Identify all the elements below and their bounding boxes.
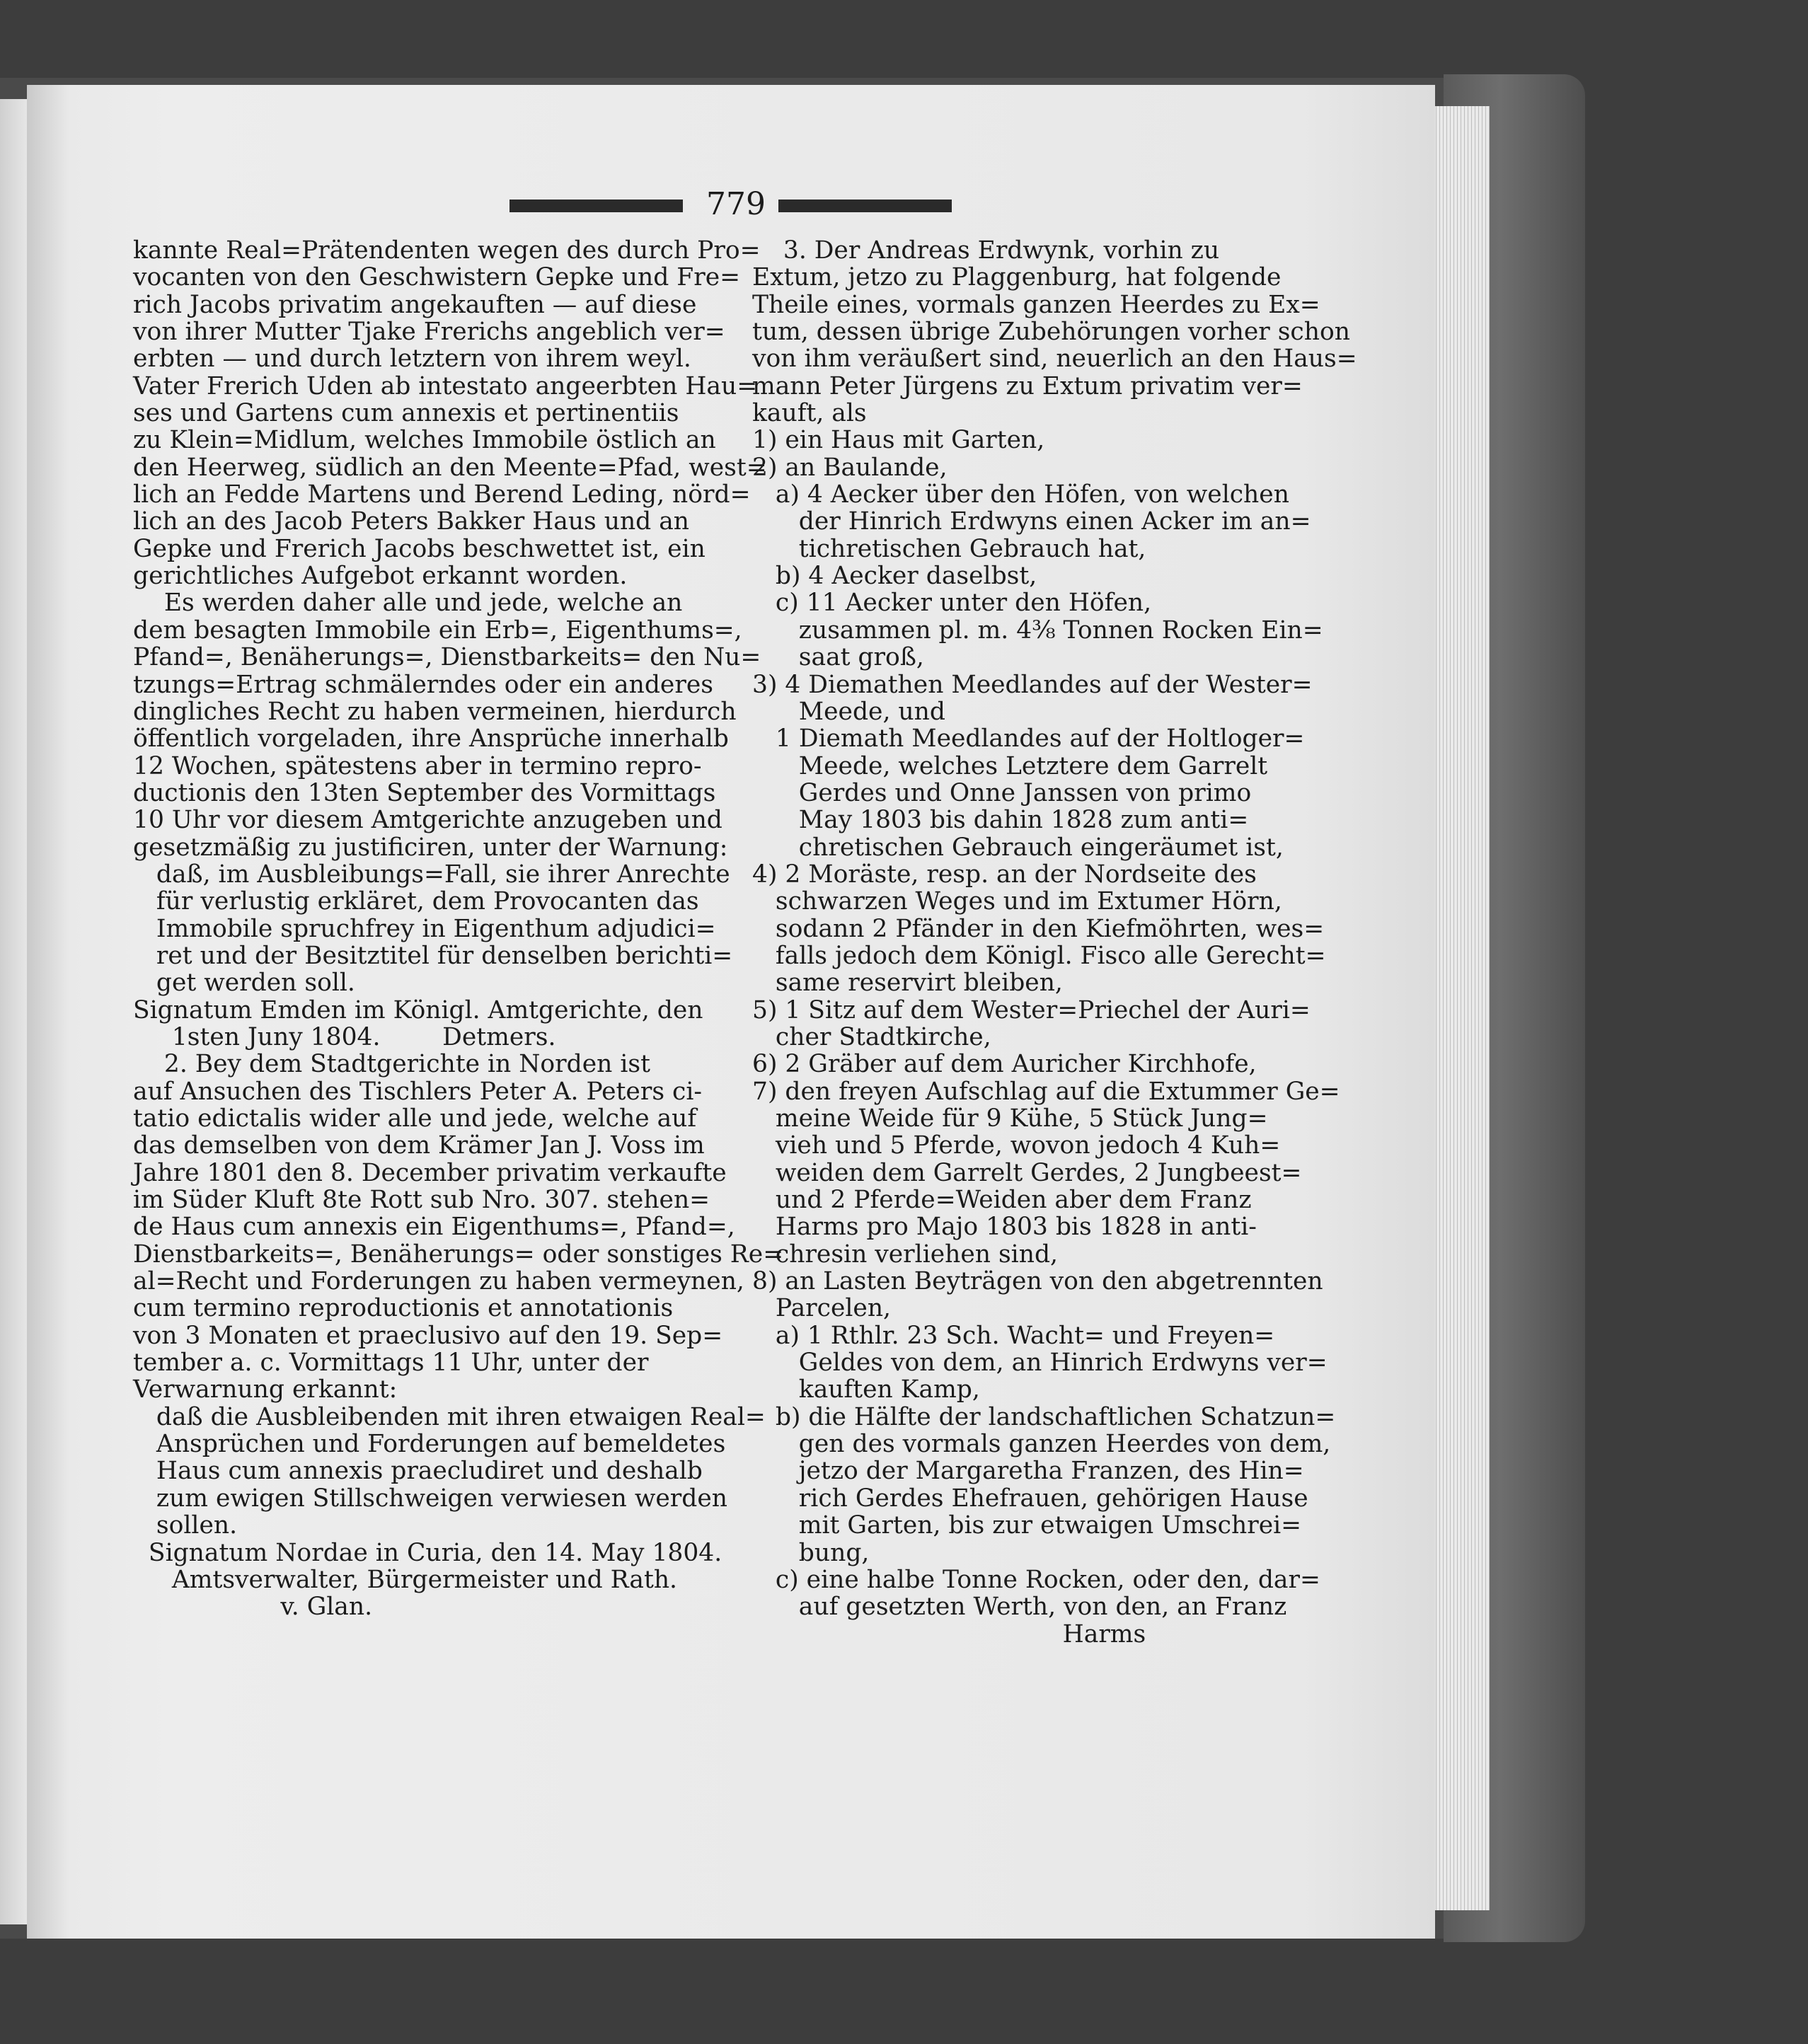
text-line: tum, dessen übrige Zubehörungen vorher schon (752, 318, 1350, 347)
text-line: kauft, als (752, 399, 867, 428)
text-line: rich Jacobs privatim angekauften — auf diese (133, 290, 697, 319)
text-line: Harms pro Majo 1803 bis 1828 in anti- (752, 1213, 1257, 1242)
text-line: jetzo der Margaretha Franzen, des Hin= (752, 1457, 1304, 1486)
text-line: 4) 2 Moräste, resp. an der Nordseite des (752, 860, 1257, 889)
text-line: c) eine halbe Tonne Rocken, oder den, dar= (752, 1565, 1320, 1594)
text-line: auf gesetzten Werth, von den, an Franz (752, 1593, 1287, 1622)
text-line: daß, im Ausbleibungs=Fall, sie ihrer Anrechte (133, 860, 730, 889)
text-line: same reservirt bleiben, (752, 969, 1063, 998)
text-line: Vater Frerich Uden ab intestato angeerbten Hau= (133, 371, 758, 400)
text-line: de Haus cum annexis ein Eigenthums=, Pfand=, (133, 1213, 735, 1242)
text-line: Meede, und (752, 697, 945, 726)
text-line: saat groß, (752, 643, 924, 672)
text-line: b) 4 Aecker daselbst, (752, 562, 1037, 591)
text-line: Es werden daher alle und jede, welche an (133, 589, 683, 618)
text-line: bung, (752, 1538, 870, 1567)
text-line: Ansprüchen und Forderungen auf bemeldetes (133, 1430, 726, 1459)
text-line: dingliches Recht zu haben vermeinen, hierdurch (133, 697, 737, 726)
text-line: tzungs=Ertrag schmälerndes oder ein anderes (133, 670, 713, 699)
text-line: ductionis den 13ten September des Vormittags (133, 778, 716, 807)
text-line: Amtsverwalter, Bürgermeister und Rath. (133, 1565, 678, 1594)
text-line: tichretischen Gebrauch hat, (752, 534, 1146, 563)
text-line: mit Garten, bis zur etwaigen Umschrei= (752, 1511, 1302, 1540)
text-line: Jahre 1801 den 8. December privatim verkaufte (133, 1158, 727, 1187)
text-line: Gerdes und Onne Janssen von primo (752, 778, 1252, 807)
text-line: al=Recht und Forderungen zu haben vermeynen, (133, 1267, 744, 1296)
text-line: von ihm veräußert sind, neuerlich an den Haus= (752, 345, 1357, 374)
text-line: b) die Hälfte der landschaftlichen Schatzun= (752, 1402, 1336, 1431)
text-line: zum ewigen Stillschweigen verwiesen werden (133, 1484, 728, 1513)
left-text-column (133, 236, 784, 1622)
text-line: daß die Ausbleibenden mit ihren etwaigen Real= (133, 1402, 766, 1431)
text-line: kauften Kamp, (752, 1375, 980, 1404)
text-line: 6) 2 Gräber auf dem Auricher Kirchhofe, (752, 1050, 1257, 1079)
text-line: erbten — und durch letztern von ihrem weyl. (133, 345, 691, 374)
text-line: a) 1 Rthlr. 23 Sch. Wacht= und Freyen= (752, 1321, 1275, 1350)
header-rule-left (509, 200, 683, 212)
text-line: vieh und 5 Pferde, wovon jedoch 4 Kuh= (752, 1131, 1281, 1160)
text-line: chresin verliehen sind, (752, 1240, 1058, 1269)
text-line: im Süder Kluft 8te Rott sub Nro. 307. stehen= (133, 1186, 710, 1215)
text-line: c) 11 Aecker unter den Höfen, (752, 589, 1152, 618)
text-line: a) 4 Aecker über den Höfen, von welchen (752, 480, 1289, 509)
text-line: 1sten Juny 1804. Detmers. (133, 1022, 556, 1051)
text-line: Gepke und Frerich Jacobs beschwettet ist, ein (133, 534, 706, 563)
text-line: für verlustig erkläret, dem Provocanten das (133, 887, 699, 916)
text-line: gesetzmäßig zu justificiren, unter der Warnung: (133, 833, 728, 862)
text-line: 1 Diemath Meedlandes auf der Holtloger= (752, 724, 1305, 753)
text-line: 2) an Baulande, (752, 453, 948, 482)
text-line: sollen. (133, 1511, 238, 1540)
text-line: lich an des Jacob Peters Bakker Haus und an (133, 507, 690, 536)
text-line: zu Klein=Midlum, welches Immobile östlich an (133, 426, 716, 455)
text-line: und 2 Pferde=Weiden aber dem Franz (752, 1186, 1252, 1215)
text-line: gerichtliches Aufgebot erkannt worden. (133, 562, 628, 591)
text-line: get werden soll. (133, 969, 355, 998)
text-line: schwarzen Weges und im Extumer Hörn, (752, 887, 1282, 916)
text-line: cum termino reproductionis et annotationis (133, 1294, 674, 1323)
text-line: 7) den freyen Aufschlag auf die Extummer Ge= (752, 1077, 1340, 1106)
text-line: 2. Bey dem Stadtgerichte in Norden ist (133, 1050, 650, 1079)
text-line: v. Glan. (133, 1593, 373, 1622)
text-line: Signatum Nordae in Curia, den 14. May 1804. (133, 1538, 722, 1567)
text-line: Theile eines, vormals ganzen Heerdes zu Ex= (752, 290, 1320, 319)
text-line: zusammen pl. m. 4⅜ Tonnen Rocken Ein= (752, 616, 1323, 645)
text-line: Dienstbarkeits=, Benäherungs= oder sonstiges Re= (133, 1240, 784, 1269)
text-line: ret und der Besitztitel für denselben berichti= (133, 941, 733, 970)
text-line: 12 Wochen, spätestens aber in termino repro- (133, 751, 702, 780)
text-line: Verwarnung erkannt: (133, 1375, 398, 1404)
text-line: sodann 2 Pfänder in den Kiefmöhrten, wes= (752, 914, 1325, 943)
text-line: gen des vormals ganzen Heerdes von dem, (752, 1430, 1331, 1459)
text-line: Geldes von dem, an Hinrich Erdwyns ver= (752, 1349, 1328, 1378)
text-line: 10 Uhr vor diesem Amtgerichte anzugeben und (133, 806, 722, 835)
text-line: ses und Gartens cum annexis et pertinentiis (133, 399, 679, 428)
text-line: vocanten von den Geschwistern Gepke und Fre= (133, 263, 741, 292)
text-line: weiden dem Garrelt Gerdes, 2 Jungbeest= (752, 1158, 1302, 1187)
text-line: von ihrer Mutter Tjake Frerichs angeblich ver= (133, 318, 725, 347)
text-line: mann Peter Jürgens zu Extum privatim ver= (752, 371, 1303, 400)
right-text-column (752, 237, 1389, 1648)
text-line: 3. Der Andreas Erdwynk, vorhin zu (752, 236, 1220, 265)
text-line: Immobile spruchfrey in Eigenthum adjudici= (133, 914, 716, 943)
text-line: auf Ansuchen des Tischlers Peter A. Peters ci- (133, 1077, 703, 1106)
text-line: Parcelen, (752, 1294, 891, 1323)
text-line: Haus cum annexis praecludiret und deshalb (133, 1457, 703, 1486)
text-line: öffentlich vorgeladen, ihre Ansprüche innerhalb (133, 724, 729, 753)
text-line: lich an Fedde Martens und Berend Leding, nörd= (133, 480, 751, 509)
text-line: Signatum Emden im Königl. Amtgerichte, den (133, 995, 703, 1024)
text-line: Harms (752, 1619, 1146, 1649)
text-line: kannte Real=Prätendenten wegen des durch Pro= (133, 236, 761, 265)
text-line: chretischen Gebrauch eingeräumet ist, (752, 833, 1284, 862)
text-line: der Hinrich Erdwyns einen Acker im an= (752, 507, 1311, 536)
text-line: rich Gerdes Ehefrauen, gehörigen Hause (752, 1484, 1308, 1513)
text-line: 3) 4 Diemathen Meedlandes auf der Wester= (752, 670, 1313, 699)
text-line: tember a. c. Vormittags 11 Uhr, unter der (133, 1349, 649, 1378)
page-number: 779 (706, 186, 766, 222)
page-header (509, 185, 955, 228)
text-line: 5) 1 Sitz auf dem Wester=Priechel der Auri= (752, 995, 1311, 1024)
text-line: May 1803 bis dahin 1828 zum anti= (752, 806, 1249, 835)
text-line: von 3 Monaten et praeclusivo auf den 19. Sep= (133, 1321, 723, 1350)
left-page-edge (0, 99, 27, 1924)
text-line: meine Weide für 9 Kühe, 5 Stück Jung= (752, 1104, 1268, 1133)
text-line: tatio edictalis wider alle und jede, welche auf (133, 1104, 697, 1133)
text-line: Pfand=, Benäherungs=, Dienstbarkeits= den Nu= (133, 643, 761, 672)
text-line: 1) ein Haus mit Garten, (752, 426, 1045, 455)
text-line: das demselben von dem Krämer Jan J. Voss im (133, 1131, 705, 1160)
text-line: den Heerweg, südlich an den Meente=Pfad, west= (133, 453, 767, 482)
header-rule-right (778, 200, 952, 212)
text-line: Meede, welches Letztere dem Garrelt (752, 751, 1268, 780)
text-line: falls jedoch dem Königl. Fisco alle Gerecht= (752, 941, 1326, 970)
text-line: Extum, jetzo zu Plaggenburg, hat folgende (752, 263, 1282, 292)
text-line: cher Stadtkirche, (752, 1022, 991, 1051)
text-line: dem besagten Immobile ein Erb=, Eigenthums=, (133, 616, 742, 645)
text-line: 8) an Lasten Beyträgen von den abgetrennten (752, 1267, 1323, 1296)
